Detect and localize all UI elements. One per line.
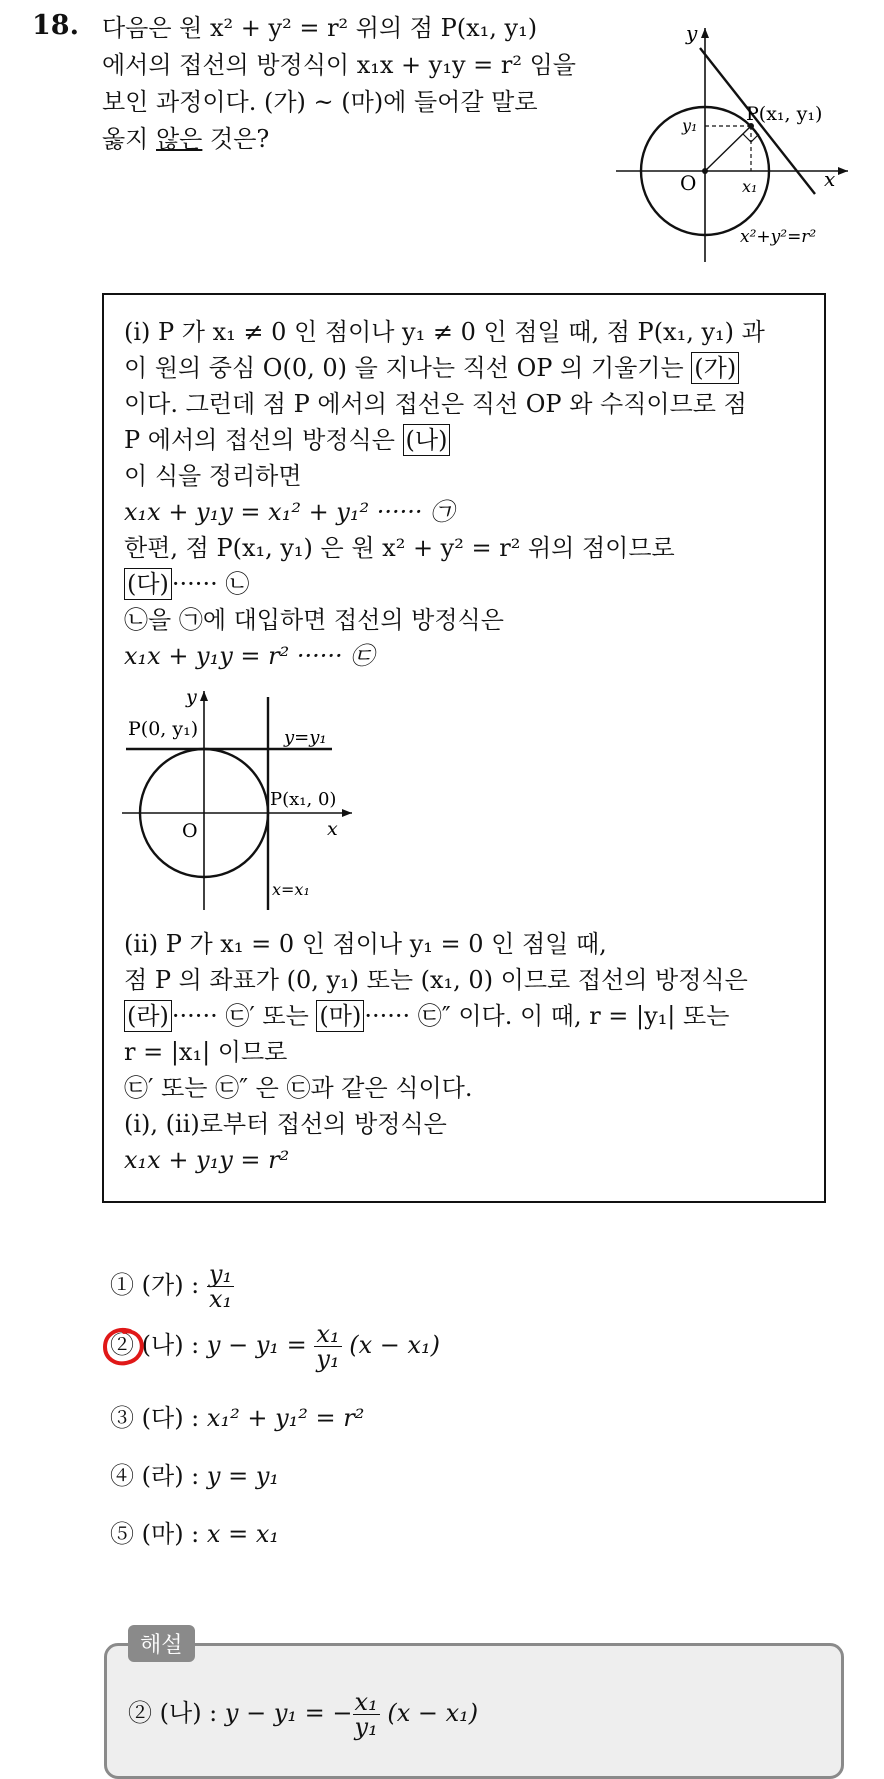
blank-ma: (마) xyxy=(316,1000,364,1032)
svg-text:x²+y²=r²: x²+y²=r² xyxy=(740,227,817,247)
svg-text:P(0, y₁): P(0, y₁) xyxy=(128,718,199,740)
svg-text:y: y xyxy=(186,686,197,708)
radius-op xyxy=(705,126,751,171)
svg-text:x₁: x₁ xyxy=(742,177,758,196)
svg-text:x: x xyxy=(327,818,338,840)
blank-ga: (가) xyxy=(691,352,739,384)
solution-text: ② (나) : y − y₁ = − $\frac{\text{x₁}}{\text{y₁}}$ (x − x₁) xyxy=(128,1688,479,1741)
blank-da: (다) xyxy=(124,568,172,600)
proof-box: (i) P 가 x₁ ≠ 0 인 점이나 y₁ ≠ 0 인 점일 때, 점 P(x₁, y₁) 과 이 원의 중심 O(0, 0) 을 지나는 직선 OP 의 기울기는 (가) 이다. 그런데 점 P 에서의 접선은 직선 OP 와 수직이므로 점 P 에서의 접선의 방정식은 (나) 이 식을 정리하면 x₁x + y₁y = x₁² + y₁² ······ ㉠ 한편, 점 P(x₁, y₁) 은 원 x² + y² = r² 위의 점이므로 (다) ······ ㉡ ㉡을 ㉠에 대입하면 접선의 방정식은 x₁x + y₁y = r² ······ ㉢ y x O P(0, y₁) y=y₁ P(x₁, 0) x=x₁ (ii) P 가 x₁ = 0 인 점이나 y₁ = 0 인 점일 때, 점 P 의 좌표가 (0, y₁) 또는 (x₁, 0) 이므로 접선의 방정식은 (라) ······ ㉢′ 또는 (마) ······ ㉢″ 이다. 이 때, r = |y₁| 또는 r = |x₁| 이므로 ㉢′ 또는 ㉢″ 은 ㉢과 같은 식이다. (i), (ii)로부터 접선의 방정식은 x₁x + y₁y = r² xyxy=(102,293,826,1203)
svg-text:P(x₁, 0): P(x₁, 0) xyxy=(270,789,337,810)
question-text: 다음은 원 x² + y² = r² 위의 점 P(x₁, y₁) 에서의 접선의 방정식이 x₁x + y₁y = r² 임을 보인 과정이다. (가) ~ (마)에 들어갈 말로 옳지 않은 것은? xyxy=(102,14,576,153)
solution-tag: 해설 xyxy=(128,1625,195,1662)
underlined-word: 않은 xyxy=(156,125,203,153)
svg-text:x: x xyxy=(824,167,836,191)
svg-text:O: O xyxy=(182,820,198,842)
choice-5[interactable]: ⑤ (마) : x = x₁ xyxy=(110,1520,279,1548)
blank-ra: (라) xyxy=(124,1000,172,1032)
svg-text:y₁: y₁ xyxy=(682,116,698,135)
svg-text:P(x₁, y₁): P(x₁, y₁) xyxy=(746,103,823,125)
circle-tangent-figure xyxy=(612,22,852,262)
axis-tangent-figure xyxy=(122,685,362,915)
svg-text:y=y₁: y=y₁ xyxy=(284,727,327,748)
choice-1[interactable]: ① (가) : $\frac{\text{y₁}}{\text{x₁}}$ xyxy=(110,1260,233,1313)
choice-2[interactable]: ② (나) : y − y₁ = $\frac{\text{x₁}}{\text{y₁}}$ (x − x₁) xyxy=(110,1320,441,1373)
svg-text:O: O xyxy=(680,171,697,195)
choice-4[interactable]: ④ (라) : y = y₁ xyxy=(110,1462,280,1490)
svg-text:y: y xyxy=(686,22,698,45)
answer-circle-mark xyxy=(100,1325,148,1369)
svg-text:x=x₁: x=x₁ xyxy=(272,880,310,899)
choice-3[interactable]: ③ (다) : x₁² + y₁² = r² xyxy=(110,1404,365,1432)
question-number: 18. xyxy=(32,10,79,41)
blank-na: (나) xyxy=(403,424,451,456)
